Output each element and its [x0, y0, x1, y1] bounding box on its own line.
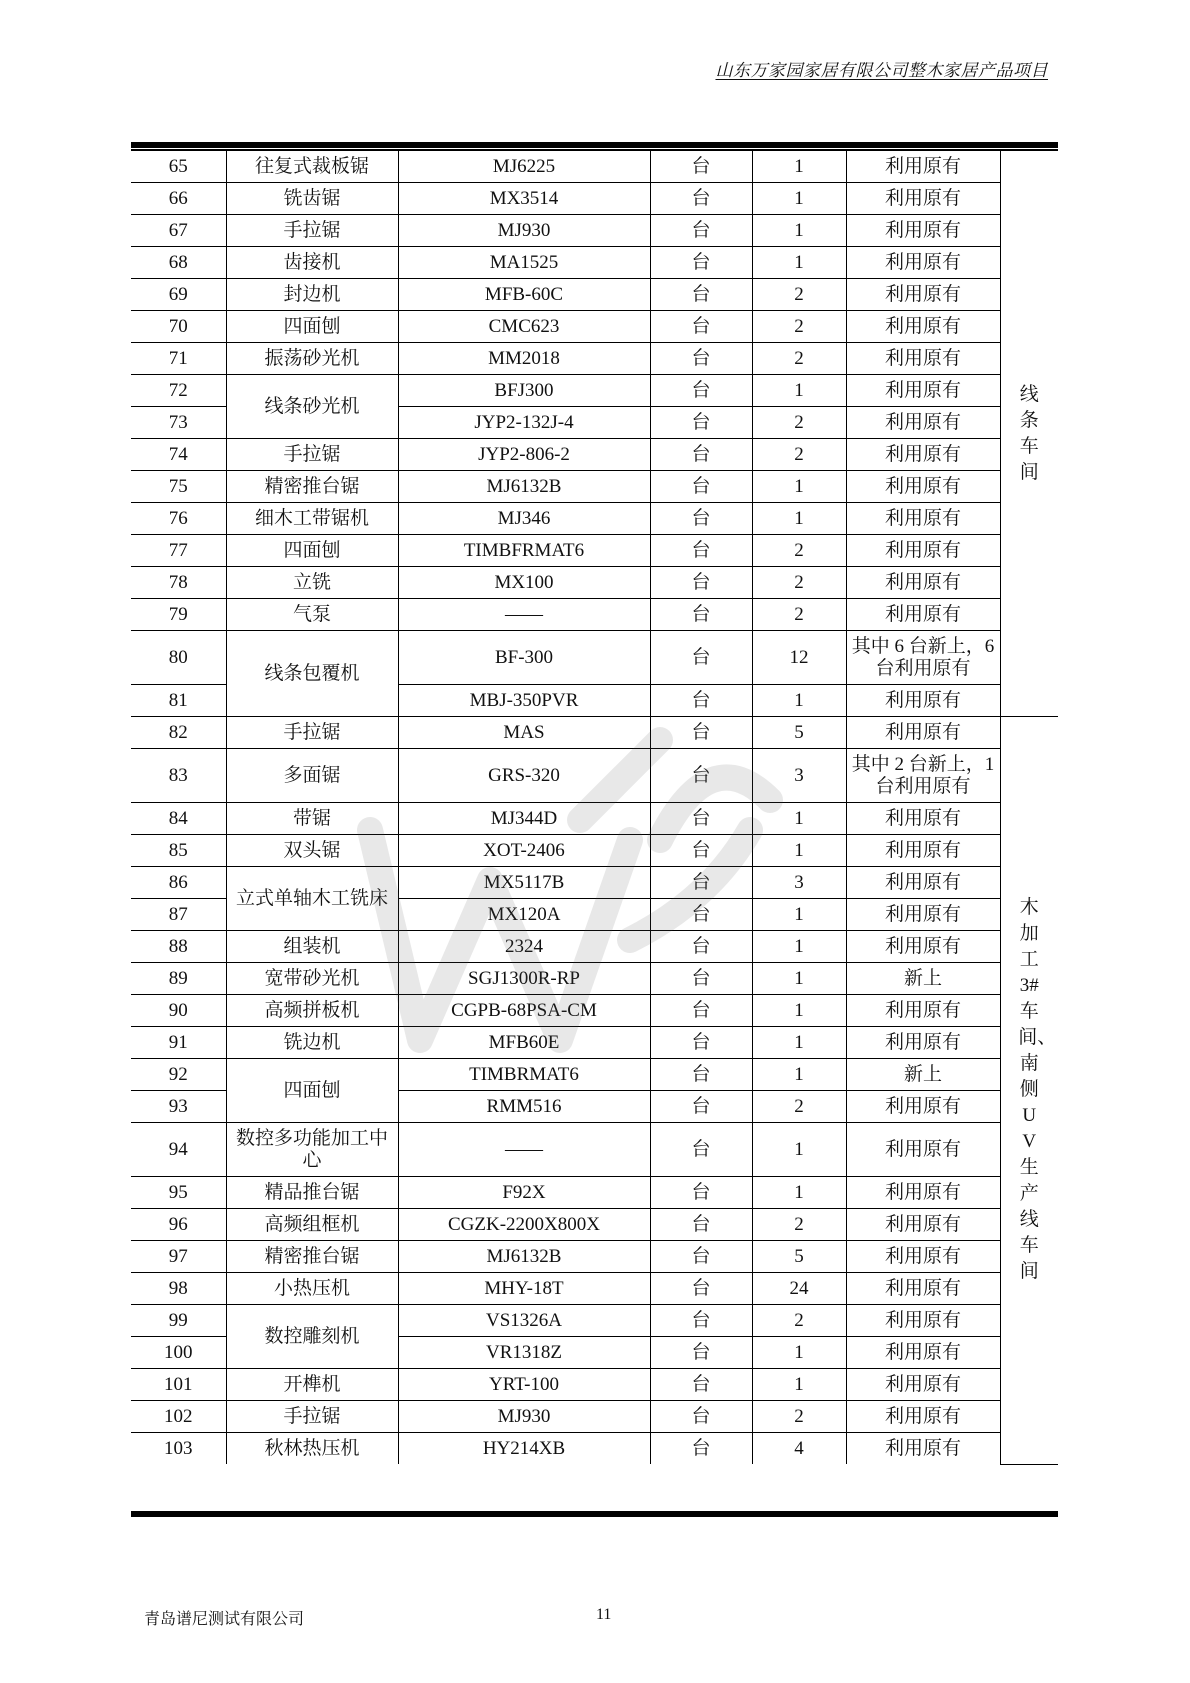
equipment-note: 其中 6 台新上，6 台利用原有 — [846, 631, 1000, 685]
row-number: 103 — [131, 1433, 226, 1465]
equipment-model: MJ6132B — [398, 471, 650, 503]
equipment-quantity: 4 — [752, 1433, 846, 1465]
row-number: 77 — [131, 535, 226, 567]
equipment-unit: 台 — [650, 183, 752, 215]
equipment-model: —— — [398, 599, 650, 631]
table-row — [131, 215, 1058, 247]
equipment-unit: 台 — [650, 311, 752, 343]
equipment-unit: 台 — [650, 1305, 752, 1337]
equipment-unit: 台 — [650, 1337, 752, 1369]
row-number: 92 — [131, 1059, 226, 1091]
equipment-name: 组装机 — [226, 931, 398, 963]
equipment-model: BFJ300 — [398, 375, 650, 407]
table-row — [131, 503, 1058, 535]
row-number: 82 — [131, 717, 226, 749]
equipment-quantity: 1 — [752, 963, 846, 995]
equipment-quantity: 2 — [752, 1305, 846, 1337]
equipment-note: 利用原有 — [846, 1027, 1000, 1059]
table-row — [131, 1123, 1058, 1177]
row-number: 89 — [131, 963, 226, 995]
equipment-note: 利用原有 — [846, 1305, 1000, 1337]
equipment-model: MJ930 — [398, 215, 650, 247]
equipment-quantity: 2 — [752, 599, 846, 631]
equipment-quantity: 1 — [752, 995, 846, 1027]
equipment-note: 利用原有 — [846, 279, 1000, 311]
table-row — [131, 1401, 1058, 1433]
equipment-name: 多面锯 — [226, 749, 398, 803]
table-row — [131, 375, 1058, 407]
equipment-note: 利用原有 — [846, 899, 1000, 931]
equipment-name: 手拉锯 — [226, 215, 398, 247]
equipment-table — [131, 151, 1058, 1465]
equipment-quantity: 2 — [752, 567, 846, 599]
equipment-note: 利用原有 — [846, 1369, 1000, 1401]
equipment-model: HY214XB — [398, 1433, 650, 1465]
equipment-name: 立式单轴木工铣床 — [226, 867, 398, 931]
equipment-note: 利用原有 — [846, 439, 1000, 471]
table-row — [131, 749, 1058, 803]
row-number: 67 — [131, 215, 226, 247]
row-number: 68 — [131, 247, 226, 279]
equipment-unit: 台 — [650, 835, 752, 867]
equipment-name: 立铣 — [226, 567, 398, 599]
equipment-model: SGJ1300R-RP — [398, 963, 650, 995]
table-row — [131, 835, 1058, 867]
table-row — [131, 151, 1058, 183]
row-number: 94 — [131, 1123, 226, 1177]
equipment-model: MX100 — [398, 567, 650, 599]
equipment-quantity: 5 — [752, 1241, 846, 1273]
equipment-model: JYP2-806-2 — [398, 439, 650, 471]
equipment-name: 线条砂光机 — [226, 375, 398, 439]
row-number: 78 — [131, 567, 226, 599]
equipment-quantity: 1 — [752, 931, 846, 963]
row-number: 97 — [131, 1241, 226, 1273]
equipment-note: 利用原有 — [846, 407, 1000, 439]
equipment-unit: 台 — [650, 567, 752, 599]
row-number: 100 — [131, 1337, 226, 1369]
equipment-model: MX3514 — [398, 183, 650, 215]
equipment-model: MFB-60C — [398, 279, 650, 311]
table-row — [131, 1177, 1058, 1209]
equipment-quantity: 2 — [752, 1091, 846, 1123]
equipment-unit: 台 — [650, 471, 752, 503]
row-number: 95 — [131, 1177, 226, 1209]
equipment-note: 利用原有 — [846, 183, 1000, 215]
equipment-quantity: 1 — [752, 151, 846, 183]
equipment-unit: 台 — [650, 247, 752, 279]
row-number: 71 — [131, 343, 226, 375]
equipment-note: 利用原有 — [846, 803, 1000, 835]
equipment-model: VR1318Z — [398, 1337, 650, 1369]
equipment-unit: 台 — [650, 867, 752, 899]
equipment-quantity: 1 — [752, 471, 846, 503]
equipment-quantity: 1 — [752, 1027, 846, 1059]
equipment-name: 气泵 — [226, 599, 398, 631]
workshop-cell — [1000, 151, 1058, 717]
equipment-unit: 台 — [650, 375, 752, 407]
equipment-name: 小热压机 — [226, 1273, 398, 1305]
equipment-name: 封边机 — [226, 279, 398, 311]
row-number: 91 — [131, 1027, 226, 1059]
table-top-rule — [131, 142, 1058, 148]
table-row — [131, 535, 1058, 567]
equipment-name: 精品推台锯 — [226, 1177, 398, 1209]
table-row — [131, 439, 1058, 471]
equipment-note: 利用原有 — [846, 1123, 1000, 1177]
equipment-model: MA1525 — [398, 247, 650, 279]
equipment-unit: 台 — [650, 1059, 752, 1091]
equipment-note: 利用原有 — [846, 867, 1000, 899]
equipment-unit: 台 — [650, 343, 752, 375]
equipment-note: 新上 — [846, 963, 1000, 995]
equipment-model: RMM516 — [398, 1091, 650, 1123]
equipment-model: XOT-2406 — [398, 835, 650, 867]
equipment-name: 线条包覆机 — [226, 631, 398, 717]
equipment-quantity: 1 — [752, 1369, 846, 1401]
row-number: 98 — [131, 1273, 226, 1305]
row-number: 93 — [131, 1091, 226, 1123]
equipment-unit: 台 — [650, 963, 752, 995]
equipment-model: MJ6225 — [398, 151, 650, 183]
equipment-note: 利用原有 — [846, 1091, 1000, 1123]
table-row — [131, 803, 1058, 835]
equipment-unit: 台 — [650, 279, 752, 311]
equipment-model: MX120A — [398, 899, 650, 931]
equipment-name: 铣齿锯 — [226, 183, 398, 215]
equipment-quantity: 1 — [752, 803, 846, 835]
equipment-unit: 台 — [650, 995, 752, 1027]
equipment-quantity: 3 — [752, 749, 846, 803]
equipment-note: 利用原有 — [846, 685, 1000, 717]
equipment-note: 利用原有 — [846, 1209, 1000, 1241]
equipment-note: 利用原有 — [846, 599, 1000, 631]
table-row — [131, 567, 1058, 599]
equipment-name: 高频组框机 — [226, 1209, 398, 1241]
equipment-quantity: 1 — [752, 1059, 846, 1091]
table-row — [131, 1027, 1058, 1059]
row-number: 99 — [131, 1305, 226, 1337]
equipment-note: 其中 2 台新上，1 台利用原有 — [846, 749, 1000, 803]
equipment-model: MJ6132B — [398, 1241, 650, 1273]
equipment-model: —— — [398, 1123, 650, 1177]
equipment-name: 精密推台锯 — [226, 471, 398, 503]
row-number: 74 — [131, 439, 226, 471]
equipment-model: MJ344D — [398, 803, 650, 835]
equipment-unit: 台 — [650, 1027, 752, 1059]
equipment-name: 振荡砂光机 — [226, 343, 398, 375]
table-row — [131, 311, 1058, 343]
equipment-note: 利用原有 — [846, 1337, 1000, 1369]
equipment-note: 利用原有 — [846, 375, 1000, 407]
equipment-name: 四面刨 — [226, 311, 398, 343]
equipment-name: 精密推台锯 — [226, 1241, 398, 1273]
row-number: 86 — [131, 867, 226, 899]
equipment-model: MM2018 — [398, 343, 650, 375]
table-row — [131, 183, 1058, 215]
equipment-model: MJ346 — [398, 503, 650, 535]
equipment-note: 利用原有 — [846, 1177, 1000, 1209]
equipment-model: MBJ-350PVR — [398, 685, 650, 717]
equipment-note: 利用原有 — [846, 503, 1000, 535]
equipment-unit: 台 — [650, 1369, 752, 1401]
equipment-note: 利用原有 — [846, 343, 1000, 375]
row-number: 69 — [131, 279, 226, 311]
equipment-model: JYP2-132J-4 — [398, 407, 650, 439]
equipment-quantity: 12 — [752, 631, 846, 685]
equipment-quantity: 1 — [752, 183, 846, 215]
equipment-name: 手拉锯 — [226, 717, 398, 749]
table-row — [131, 343, 1058, 375]
equipment-name: 往复式裁板锯 — [226, 151, 398, 183]
table-row — [131, 1241, 1058, 1273]
table-row — [131, 247, 1058, 279]
equipment-unit: 台 — [650, 407, 752, 439]
equipment-name: 细木工带锯机 — [226, 503, 398, 535]
table-row — [131, 995, 1058, 1027]
equipment-quantity: 1 — [752, 1123, 846, 1177]
equipment-name: 数控多功能加工中心 — [226, 1123, 398, 1177]
equipment-note: 利用原有 — [846, 567, 1000, 599]
row-number: 96 — [131, 1209, 226, 1241]
equipment-quantity: 24 — [752, 1273, 846, 1305]
table-row — [131, 599, 1058, 631]
equipment-quantity: 1 — [752, 835, 846, 867]
equipment-unit: 台 — [650, 1433, 752, 1465]
equipment-model: TIMBRMAT6 — [398, 1059, 650, 1091]
workshop-label: 木加工3#车间、南侧UV生产线车间 — [1018, 897, 1057, 1283]
row-number: 102 — [131, 1401, 226, 1433]
equipment-quantity: 2 — [752, 343, 846, 375]
equipment-name: 铣边机 — [226, 1027, 398, 1059]
equipment-quantity: 2 — [752, 535, 846, 567]
equipment-note: 利用原有 — [846, 311, 1000, 343]
equipment-name: 数控雕刻机 — [226, 1305, 398, 1369]
equipment-note: 利用原有 — [846, 535, 1000, 567]
equipment-unit: 台 — [650, 215, 752, 247]
equipment-note: 利用原有 — [846, 1433, 1000, 1465]
equipment-quantity: 2 — [752, 1401, 846, 1433]
equipment-name: 宽带砂光机 — [226, 963, 398, 995]
equipment-model: F92X — [398, 1177, 650, 1209]
workshop-label: 线条车间 — [1019, 383, 1039, 483]
equipment-quantity: 1 — [752, 375, 846, 407]
equipment-quantity: 3 — [752, 867, 846, 899]
equipment-name: 齿接机 — [226, 247, 398, 279]
equipment-unit: 台 — [650, 749, 752, 803]
equipment-note: 利用原有 — [846, 931, 1000, 963]
equipment-model: YRT-100 — [398, 1369, 650, 1401]
equipment-name: 四面刨 — [226, 1059, 398, 1123]
equipment-unit: 台 — [650, 631, 752, 685]
workshop-cell — [1000, 717, 1058, 1465]
table-bottom-rule — [131, 1511, 1058, 1517]
equipment-model: CGZK-2200X800X — [398, 1209, 650, 1241]
equipment-quantity: 1 — [752, 685, 846, 717]
equipment-quantity: 2 — [752, 311, 846, 343]
equipment-quantity: 2 — [752, 439, 846, 471]
equipment-quantity: 1 — [752, 247, 846, 279]
equipment-name: 手拉锯 — [226, 439, 398, 471]
equipment-unit: 台 — [650, 1091, 752, 1123]
equipment-note: 利用原有 — [846, 995, 1000, 1027]
equipment-quantity: 1 — [752, 215, 846, 247]
table-row — [131, 867, 1058, 899]
equipment-unit: 台 — [650, 1123, 752, 1177]
row-number: 101 — [131, 1369, 226, 1401]
equipment-quantity: 1 — [752, 1177, 846, 1209]
row-number: 66 — [131, 183, 226, 215]
equipment-model: 2324 — [398, 931, 650, 963]
equipment-quantity: 2 — [752, 279, 846, 311]
table-row — [131, 1059, 1058, 1091]
equipment-model: MX5117B — [398, 867, 650, 899]
equipment-note: 利用原有 — [846, 1401, 1000, 1433]
equipment-unit: 台 — [650, 931, 752, 963]
equipment-name: 带锯 — [226, 803, 398, 835]
equipment-unit: 台 — [650, 899, 752, 931]
equipment-model: GRS-320 — [398, 749, 650, 803]
row-number: 84 — [131, 803, 226, 835]
row-number: 73 — [131, 407, 226, 439]
equipment-note: 利用原有 — [846, 1273, 1000, 1305]
equipment-unit: 台 — [650, 503, 752, 535]
row-number: 65 — [131, 151, 226, 183]
equipment-quantity: 1 — [752, 1337, 846, 1369]
table-row — [131, 1209, 1058, 1241]
table-row — [131, 963, 1058, 995]
page-number: 11 — [596, 1606, 612, 1623]
equipment-note: 利用原有 — [846, 471, 1000, 503]
equipment-unit: 台 — [650, 1401, 752, 1433]
equipment-model: VS1326A — [398, 1305, 650, 1337]
table-row — [131, 1369, 1058, 1401]
equipment-model: CMC623 — [398, 311, 650, 343]
equipment-name: 双头锯 — [226, 835, 398, 867]
row-number: 72 — [131, 375, 226, 407]
row-number: 90 — [131, 995, 226, 1027]
row-number: 76 — [131, 503, 226, 535]
table-row — [131, 1273, 1058, 1305]
equipment-unit: 台 — [650, 1273, 752, 1305]
row-number: 80 — [131, 631, 226, 685]
row-number: 83 — [131, 749, 226, 803]
row-number: 88 — [131, 931, 226, 963]
equipment-note: 利用原有 — [846, 215, 1000, 247]
equipment-model: MHY-18T — [398, 1273, 650, 1305]
equipment-model: TIMBFRMAT6 — [398, 535, 650, 567]
row-number: 75 — [131, 471, 226, 503]
equipment-unit: 台 — [650, 1241, 752, 1273]
equipment-unit: 台 — [650, 685, 752, 717]
equipment-name: 开榫机 — [226, 1369, 398, 1401]
equipment-note: 利用原有 — [846, 835, 1000, 867]
equipment-note: 新上 — [846, 1059, 1000, 1091]
table-row — [131, 1305, 1058, 1337]
equipment-model: MFB60E — [398, 1027, 650, 1059]
equipment-unit: 台 — [650, 1209, 752, 1241]
equipment-name: 高频拼板机 — [226, 995, 398, 1027]
equipment-name: 四面刨 — [226, 535, 398, 567]
equipment-model: MJ930 — [398, 1401, 650, 1433]
document-header: 山东万家园家居有限公司整木家居产品项目 — [715, 61, 1048, 80]
equipment-unit: 台 — [650, 535, 752, 567]
equipment-model: BF-300 — [398, 631, 650, 685]
equipment-note: 利用原有 — [846, 247, 1000, 279]
table-row — [131, 631, 1058, 685]
row-number: 81 — [131, 685, 226, 717]
equipment-quantity: 1 — [752, 899, 846, 931]
equipment-name: 秋林热压机 — [226, 1433, 398, 1465]
equipment-quantity: 2 — [752, 1209, 846, 1241]
equipment-note: 利用原有 — [846, 717, 1000, 749]
equipment-unit: 台 — [650, 599, 752, 631]
equipment-note: 利用原有 — [846, 1241, 1000, 1273]
row-number: 70 — [131, 311, 226, 343]
equipment-quantity: 2 — [752, 407, 846, 439]
row-number: 79 — [131, 599, 226, 631]
table-row — [131, 471, 1058, 503]
equipment-unit: 台 — [650, 151, 752, 183]
table-row — [131, 931, 1058, 963]
equipment-unit: 台 — [650, 1177, 752, 1209]
equipment-note: 利用原有 — [846, 151, 1000, 183]
equipment-model: CGPB-68PSA-CM — [398, 995, 650, 1027]
equipment-name: 手拉锯 — [226, 1401, 398, 1433]
row-number: 85 — [131, 835, 226, 867]
footer-company: 青岛谱尼测试有限公司 — [144, 1611, 305, 1628]
equipment-unit: 台 — [650, 803, 752, 835]
equipment-quantity: 1 — [752, 503, 846, 535]
table-row — [131, 717, 1058, 749]
table-row — [131, 279, 1058, 311]
table-row — [131, 1433, 1058, 1465]
equipment-unit: 台 — [650, 717, 752, 749]
row-number: 87 — [131, 899, 226, 931]
equipment-unit: 台 — [650, 439, 752, 471]
equipment-quantity: 5 — [752, 717, 846, 749]
equipment-model: MAS — [398, 717, 650, 749]
